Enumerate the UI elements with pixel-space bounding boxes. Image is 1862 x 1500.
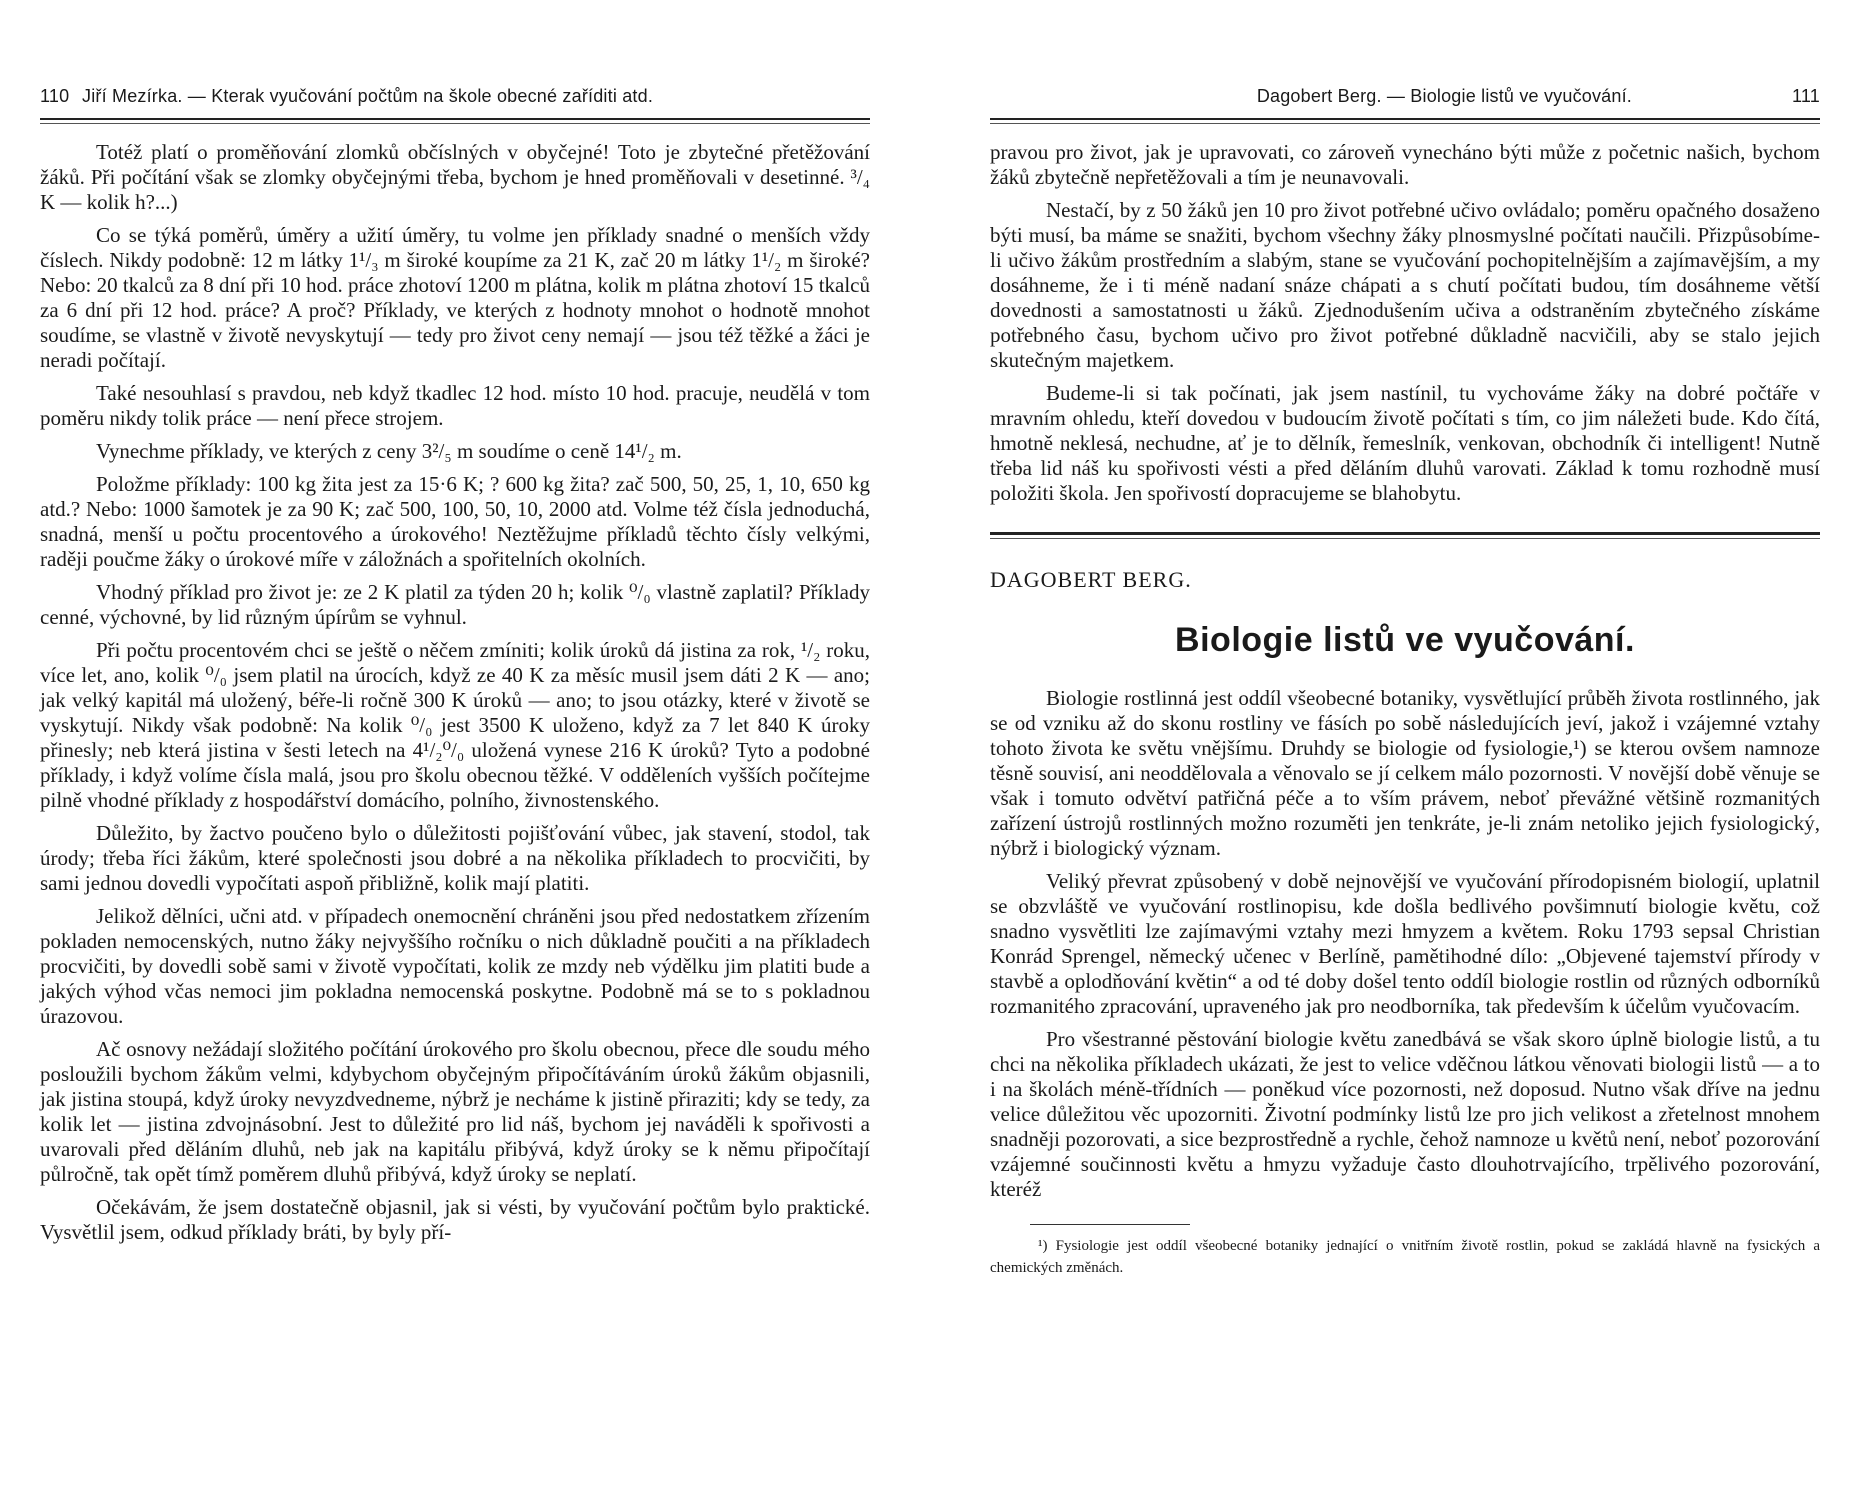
paragraph: Také nesouhlasí s pravdou, neb když tkadlec 12 hod. místo 10 hod. pracuje, neudělá v tom poměru nikdy tolik práce — není přece strojem. bbox=[40, 381, 870, 430]
running-head-right bbox=[990, 86, 1820, 112]
paragraph: Vhodný příklad pro život je: ze 2 K platil za týden 20 h; kolik ⁰/₀ vlastně zaplatil? Příklady cenné, výchovné, by lid různým úpírům se vyhnul. bbox=[40, 580, 870, 629]
footnote-rule bbox=[1030, 1224, 1190, 1225]
left-page-body bbox=[40, 140, 870, 1253]
running-title: Dagobert Berg. — Biologie listů ve vyučování. bbox=[1256, 86, 1632, 106]
paragraph: Totéž platí o proměňování zlomků občíslných v obyčejné! Toto je zbytečné přetěžování žáků. Při počítání však se zlomky obyčejnými třeba, bychom je hned proměňovali v desetinné. ³/₄ K — kolik h?...) bbox=[40, 140, 870, 214]
section-divider bbox=[990, 532, 1820, 535]
running-head-left bbox=[40, 86, 870, 112]
paragraph: Vynechme příklady, ve kterých z ceny 3²/₅ m soudíme o ceně 14¹/₂ m. bbox=[96, 439, 682, 463]
footnote: ¹) Fysiologie jest oddíl všeobecné botaniky jednající o vnitřním životě rostlin, pokud se zakládá hlavně na fysických a chemických změnách. bbox=[990, 1238, 1820, 1276]
paragraph: Nestačí, by z 50 žáků jen 10 pro život potřebné učivo ovládalo; poměru opačného dosaženo býti musí, ba máme se snažiti, bychom všechny žáky plnosmyslné počítati naučili. Přizpůsobíme-li učivo žákům prostředním a slabým, stane se vyučování pochopitelnějším a zajímavějším, a my dosáhneme, že i ti méně nadaní snáze chápati a s chutí počítati budou, tím dosáhneme větší dovednosti a samostatnosti u žáků. Zjednodušením učiva a odstraněním zbytečného získáme potřebného času, bychom učivo pro život potřebné důkladně nacvičili, aby se stalo jejich skutečným majetkem. bbox=[990, 198, 1820, 372]
right-page bbox=[990, 0, 1820, 1500]
page-number: 110 bbox=[40, 86, 70, 106]
article-title: Biologie listů ve vyučování. bbox=[1175, 621, 1635, 659]
paragraph: Veliký převrat způsobený v době nejnovější ve vyučování přírodopisném biologií, uplatnil se obzvláště ve vyučování rostlinopisu, kde došla bedlivého povšimnutí biologie květu, což snadno vysvětliti lze zajímavými vztahy mezi hmyzem a květem. Roku 1793 sepsal Christian Konrád Sprengel, německý učenec v Berlíně, pamětihodné dílo: „Objevené tajemství přírody v stavbě a oplodňování květin“ a od té doby došel tento oddíl biologie rostlin od různých odborníků rozmanitého zpracování, upraveného jak pro neodborníka, tak především k účelům vyučovacím. bbox=[990, 869, 1820, 1018]
paragraph: Biologie rostlinná jest oddíl všeobecné botaniky, vysvětlující průběh života rostlinného, jak se od vzniku až do skonu rostliny ve fásích po sobě následujících jeví, jakož i vzájemné vztahy tohoto života ke světu vnějšímu. Druhdy se biologie od fysiologie,¹) se kterou ovšem namnoze těsně souvisí, ani neoddělovala a věnovalo se jí celkem málo pozornosti. V novější době věnuje se však i tomuto odvětví patřičná péče a to vším právem, neboť převážné většině rozmanitých zařízení ústrojů rostlinných možno rozuměti jen tenkráte, je-li znám netoliko jejich fysiologický, nýbrž i biologický význam. bbox=[990, 686, 1820, 860]
paragraph: pravou pro život, jak je upravovati, co zároveň vynecháno býti může z početnic našich, bychom žáků zbytečně nepřetěžovali a tím je neunavovali. bbox=[990, 140, 1820, 189]
paragraph: Pro všestranné pěstování biologie květu zanedbává se však skoro úplně biologie listů, a tu chci na několika příkladech ukázati, že jest to velice vděčnou látkou věnovati biologii listů — a to i na školách méně-třídních — poněkud více pozornosti, než doposud. Nutno však dříve na jednu velice důležitou věc upozorniti. Životní podmínky listů lze pro jich velikost a zřetelnost mnohem snadněji pozorovati, a sice bezprostředně a rychle, čehož namnoze u květů není, neboť pozorování vzájemné součinnosti květu a hmyzu vyžaduje často dlouhotrvajícího, trpělivého pozorování, kteréž bbox=[990, 1027, 1820, 1201]
paragraph: Důležito, by žactvo poučeno bylo o důležitosti pojišťování vůbec, jak stavení, stodol, tak úrody; třeba říci žákům, které společnosti jsou dobré a na několika příkladech to procvičiti, by sami jednou dovedli vypočítati aspoň přibližně, kolik mají platiti. bbox=[40, 821, 870, 895]
paragraph: Očekávám, že jsem dostatečně objasnil, jak si vésti, by vyučování počtům bylo praktické. Vysvětlil jsem, odkud příklady bráti, by byly pří- bbox=[40, 1195, 870, 1244]
running-title: Jiří Mezírka. — Kterak vyučování počtům na škole obecné zaříditi atd. bbox=[82, 86, 654, 106]
paragraph: Jelikož dělníci, učni atd. v případech onemocnění chráněni jsou před nedostatkem zřízením pokladen nemocenských, nutno žáky nejvyššího ročníku o nich důkladně poučiti a na příkladech procvičiti, by dovedli sobě sami v životě vypočítati, kolik ze mzdy neb výdělku jim platiti bude a jakých výhod včas nemoci jim pokladna nemocenská poskytne. Podobně má se to s pokladnou úrazovou. bbox=[40, 904, 870, 1028]
paragraph: Co se týká poměrů, úměry a užití úměry, tu volme jen příklady snadné o menších vždy číslech. Nikdy podobně: 12 m látky 1¹/₃ m široké koupíme za 21 K, zač 20 m látky 1¹/₂ m široké? Nebo: 20 tkalců za 8 dní při 10 hod. práce zhotoví 1200 m plátna, kolik m plátna zhotoví 15 tkalců za 6 dní při 12 hod. práce? A proč? Příklady, ve kterých z hodnoty mnohot o hodnotě mnohot soudíme, se vlastně v životě nevyskytují — tedy pro život ceny nemají — jsou též těžké a žáci je neradi počítají. bbox=[40, 223, 870, 372]
right-page-body bbox=[990, 140, 1820, 1279]
left-page bbox=[40, 0, 870, 1500]
header-rule bbox=[40, 118, 870, 120]
paragraph: Ač osnovy nežádají složitého počítání úrokového pro školu obecnou, přece dle soudu mého posloužili bychom žákům velmi, kdybychom obyčejným připočítáváním úroků žákům objasnili, jak jistina stoupá, když úroky nevyzdvedneme, nýbrž je necháme k jistině přiraziti; kdy se tedy, za kolik let — jistina zdvojnásobní. Jest to důležité pro lid náš, bychom jej naváděli k spořivosti a uvarovali před děláním dluhů, neb jak na kapitálu přibývá, když úroky se k němu připočítají půlročně, tak opět tímž poměrem dluhů přibývá, když úroky se neplatí. bbox=[40, 1037, 870, 1186]
article-author: DAGOBERT BERG. bbox=[990, 567, 1192, 592]
header-rule bbox=[990, 118, 1820, 120]
paragraph: Při počtu procentovém chci se ještě o něčem zmíniti; kolik úroků dá jistina za rok, ¹/₂ roku, více let, ano, kolik ⁰/₀ jsem platil na úrocích, když ze 40 K za měsíc musil jsem dáti 2 K — ano; jak velký kapitál má uložený, béře-li ročně 300 K úroků — ano; to jsou otázky, které v životě se vyskytují. Nikdy však podobně: Na kolik ⁰/₀ jest 3500 K uloženo, když za 7 let 840 K úroky přinesly; neb která jistina v šesti letech na 4¹/₂⁰/₀ uložená vynese 216 K úroků? Tyto a podobné příklady, i když volíme čísla malá, jsou pro školu obecnou těžké. V odděleních vyšších počítejme pilně vhodné příklady z hospodářství domácího, polního, živnostenského. bbox=[40, 638, 870, 812]
paragraph: Budeme-li si tak počínati, jak jsem nastínil, tu vychováme žáky na dobré počtáře v mravním ohledu, kteří dovedou v budoucím životě počítati s tím, co jim náležeti bude. Kdo čítá, hmotně neklesá, nechudne, ať je to dělník, řemeslník, venkovan, obchodník či intelligent! Nutně třeba lid náš ku spořivosti vésti a před děláním dluhů varovati. Základ k tomu rozhodně musí položiti škola. Jen spořivostí dopracujeme se blahobytu. bbox=[990, 381, 1820, 505]
paragraph: Položme příklady: 100 kg žita jest za 15·6 K; ? 600 kg žita? zač 500, 50, 25, 1, 10, 650 kg atd.? Nebo: 1000 šamotek je za 90 K; zač 500, 100, 50, 10, 2000 atd. Volme též čísla jednoduchá, snadná, menší u počtu procentového a úrokového! Neztěžujme příkladů těchto čísly velkými, raději poučme žáky o úrokové míře v záložnách a spořitelních okolních. bbox=[40, 472, 870, 571]
page-number: 111 bbox=[1792, 86, 1820, 106]
